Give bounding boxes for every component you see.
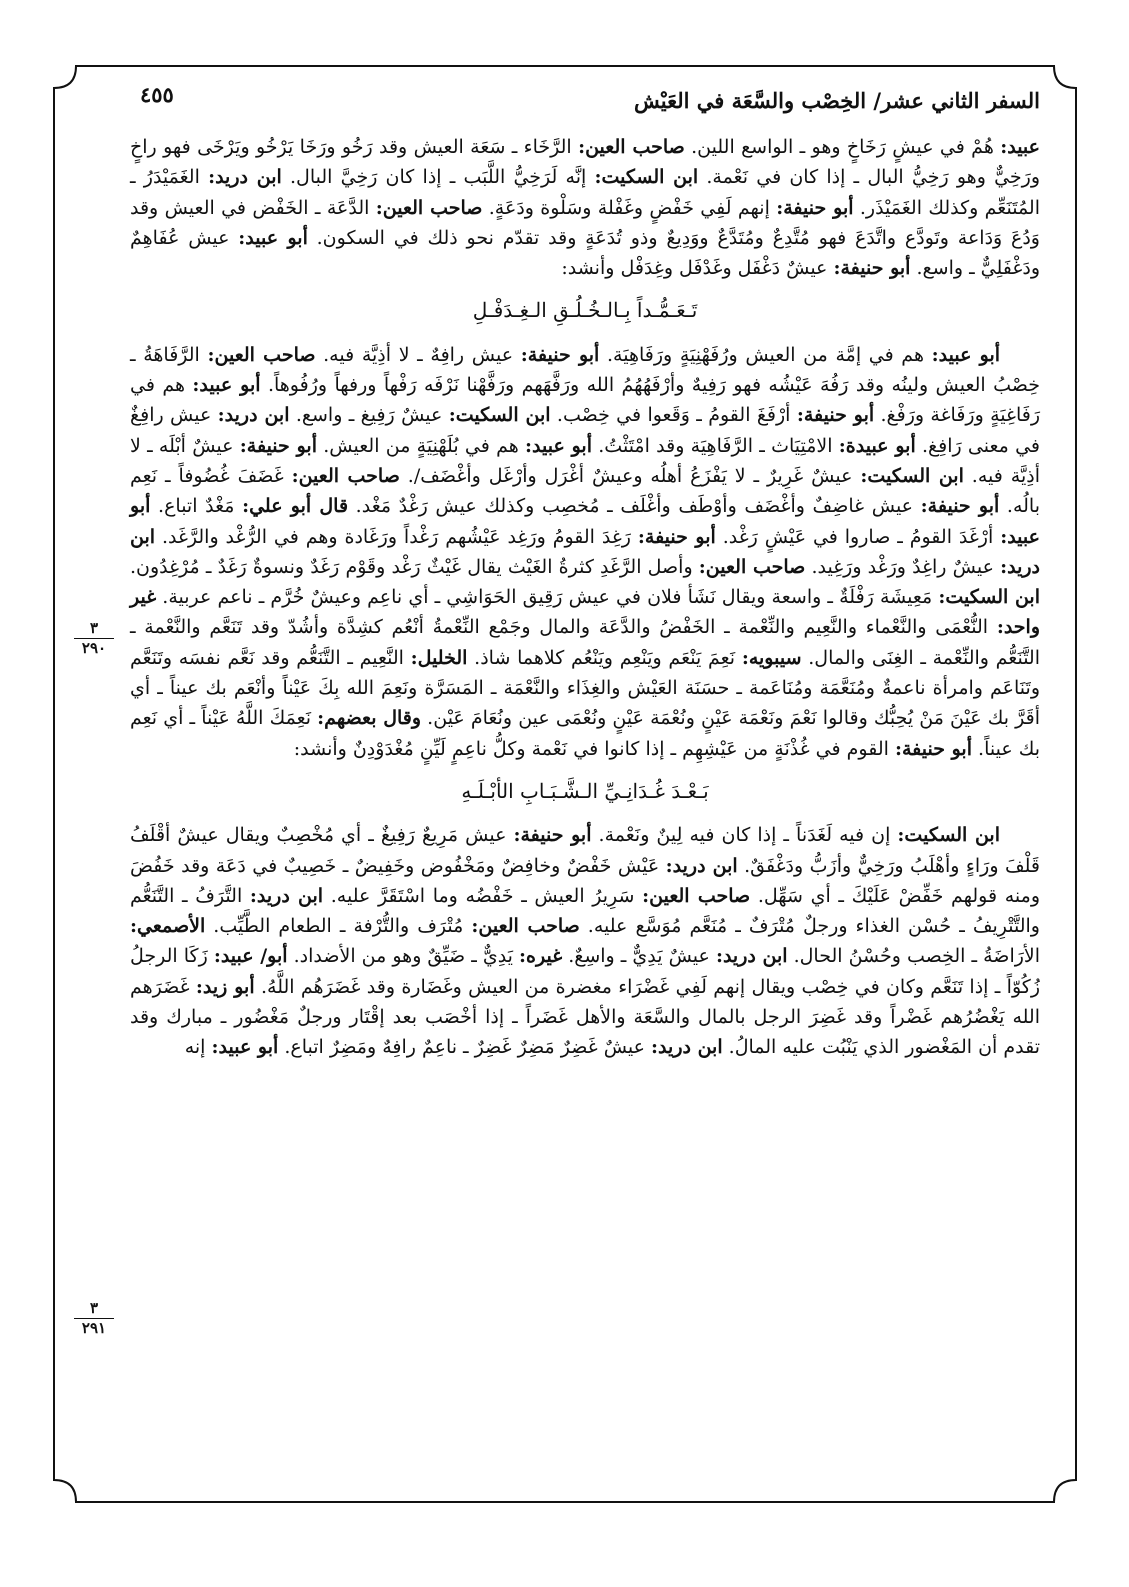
text-paragraph [130, 820, 1040, 1062]
text-run: الرَّخَاء ـ سَعَة العيش وقد رَخُو ورَخَا يَرْخُو ويَرْخَى فهو راخٍ ورَخِيٌّ وهو رَخِيُّ البال ـ إذا كان في نَعْمة. [130, 136, 1040, 189]
text-run: الأرَاضَةُ ـ الخِصب وحُسْنُ الحال. [787, 945, 1041, 968]
source-name: أبو حنيفة: [796, 404, 875, 427]
text-run: غَضَرَهم الله يَغْضُرُهم غَضْراً وقد غَضِرَ الرجل بالمال والسَّعَة والأهل غَضَراً ـ إذا أخْصَب بعد إقْتَار ورجلٌ مَغْضُور ـ مبارك وقد تقدم أن المَغْضور الذي يَنْبُت عليه المالُ. [130, 975, 1040, 1059]
source-name: أبو حنيفة: [776, 196, 854, 219]
text-run: عيشٌ دَغْفَل وغَدْفَل وغِدَفْل وأنشد: [561, 257, 834, 280]
source-name: ابن دريد: [249, 884, 324, 907]
source-name: ابن السكيت: [860, 464, 964, 487]
source-name: أبو حنيفة: [239, 434, 318, 457]
margin-folio-note [74, 620, 114, 657]
text-run: عيشٌ رَفِيغ ـ واسع. [289, 404, 449, 427]
source-name: ابن دريد: [665, 854, 738, 877]
text-run: أرْفَغَ القومُ ـ وَقَعوا في خِصْب. [550, 404, 797, 427]
text-run: نَعِمَ يَنْعَم ويَنْعِم ويَنْعُم كلاهما شاذ. [467, 646, 742, 669]
source-name: عبيد: [1000, 136, 1040, 158]
source-name: صاحب العين: [207, 343, 316, 366]
verse-line: بَـعْـدَ غُـدَانِـيِّ الـشَّـبَـابِ الأبْـلَـهِ [461, 778, 709, 803]
text-run: عيش مَرِيعٌ رَفِيغٌ ـ أي مُخْصِبٌ ويقال عيشٌ أقْلَفُ قَلْفَ ورَاءٍ وأهْلَبُ ورَخِيٌّ وأزَبُّ ودَغْفَقٌ. [130, 824, 1041, 877]
source-name: سيبويه: [741, 646, 802, 669]
source-name: ابن السكيت: [938, 586, 1040, 609]
text-run: إنَّه لَرَخِيُّ اللَّبَب ـ إذا كان رَخِيَّ البال. [281, 166, 595, 189]
source-name: أبو عبيد: [525, 434, 593, 457]
text-run: يَدِيٌّ ـ ضَيِّقٌ وهو من الأضداد. [287, 945, 520, 968]
text-run: إنهم لَفِي خَفْضٍ وغَفْلة وسَلْوة ودَعَةٍ. [482, 196, 777, 219]
page-header [90, 82, 1040, 122]
text-run: سَرِيرُ العيش ـ خَفْضُه وما اسْتَقَرَّ عليه. [323, 884, 643, 907]
text-run: عيش رافِغٌ في معنى رَافِغ. [130, 404, 1041, 457]
text-run: عيشٌ أبْلَه ـ لا أذِيَّة فيه. [130, 434, 1040, 487]
text-run: عيش غاضِفٌ وأغْضَف وأوْطَف وأغْلَف ـ مُخصِب وكذلك عيش رَغْدٌ مَغْد. [348, 495, 921, 518]
text-run: رَغِدَ القومُ ورَغِد عَيْشُهم رَغْداً ورَغَادة وهم في الرُّغْد والرَّغَد. [155, 525, 638, 548]
text-run: إنه [184, 1036, 212, 1059]
source-name: أبو حنيفة: [920, 495, 1000, 518]
source-name: ابن دريد: [130, 525, 1040, 578]
text-run: عيش رافِهٌ ـ لا أذِيَّة فيه. [315, 343, 521, 366]
text-run: عيشٌ يَدِيٌّ ـ واسِعٌ. [562, 945, 716, 968]
text-run: القوم في غُذْنَةٍ من عَيْشِهِم ـ إذا كانوا في نَعْمة وكلُّ ناعِمٍ لَيِّنٍ مُغْدَوْدِنٌ وأنشد: [293, 737, 895, 760]
text-run: أرْغَدَ القومُ ـ صاروا في عَيْشٍ رَغْد. [715, 525, 1001, 548]
source-name: أبو زيد: [195, 975, 255, 998]
text-paragraph [130, 132, 1040, 283]
text-paragraph [130, 340, 1040, 764]
margin-folio-page: ٢٩١ [81, 1319, 107, 1337]
margin-folio-page: ٢٩٠ [81, 639, 107, 657]
text-run: هم في رَفَاغِيَةٍ ورَفَاغة ورَفْغ. [130, 374, 1041, 427]
source-name: صاحب العين: [578, 136, 685, 158]
text-run: مَعِيشَة رَفْلَةٌ ـ واسعة ويقال نَشَأ فلان في عيش رَقِيق الحَوَاشِي ـ أي ناعِم وعيشٌ خُرَّم ـ ناعم عربية. [156, 586, 939, 609]
source-name: صاحب العين: [291, 464, 400, 487]
source-name: صاحب العين: [375, 196, 483, 219]
text-run: مَغْدٌ اتباع. [150, 495, 243, 518]
source-name: ابن السكيت: [594, 166, 699, 189]
source-name: أبو حنيفة: [513, 824, 592, 847]
text-run: التَّرَفُ ـ التَّنَعُّم والتَّتْرِيفُ ـ حُسْن الغذاء ورجلٌ مُتْرَفٌ ـ مُنَعَّم مُوَسَّع عليه. [130, 884, 1040, 938]
main-text [130, 132, 1040, 1063]
margin-folio-volume: ٣ [74, 620, 114, 639]
source-name: صاحب العين: [471, 915, 580, 938]
source-name: ابن دريد: [208, 166, 282, 189]
source-name: أبو/ عبيد: [213, 945, 288, 968]
source-name: ابن دريد: [715, 945, 788, 968]
text-run: الامْتِيَاث ـ الرَّفَاهِيَة وقد امْتَثْتُ. [592, 434, 839, 457]
text-run: هُمْ في عيشٍ رَخَاخٍ وهو ـ الواسع اللين. [684, 136, 1001, 158]
source-name: صاحب العين: [698, 555, 806, 578]
text-run: عيش عُفَاهِمٌ ودَغْفَلِيٌّ ـ واسع. [130, 226, 1040, 280]
source-name: ابن السكيت: [448, 404, 551, 427]
verse-line: تَـعَـمُّـداً بِـالـخُـلُـقِ الـغِـدَفْـلِ [472, 298, 698, 323]
text-run: الغَمَيْدَرُ ـ المُتَنَعِّم وكذلك الغَمَيْذَر. [130, 166, 1040, 219]
source-name: أبو عبيد: [931, 343, 1001, 366]
source-name: غير واحد: [130, 586, 1040, 639]
text-run: إن فيه لَغَدَناً ـ إذا كان فيه لِينٌ ونَعْمة. [591, 824, 898, 847]
source-name: أبو عبيد: [238, 226, 308, 249]
text-run: عيشٌ غَضِرٌ مَضِرٌ غَضِرٌ ـ ناعِمٌ رافِهٌ ومَضِرٌ اتباع. [278, 1036, 652, 1059]
source-name: أبو حنيفة: [833, 257, 911, 280]
text-run: هم في إمَّة من العيش ورُفَهْنِيَةٍ ورَفَاهِيَة. [599, 343, 932, 366]
source-name: قال أبو علي: [242, 495, 349, 518]
source-name: ابن السكيت: [897, 824, 1000, 847]
text-run: الدَّعَة ـ الخَفْض في العيش وقد وَدُعَ وَدَاعة وتَودَّع واتَّدَعَ فهو مُتَّدِعٌ ومُتَدَّعٌ ووَدِيعٌ وذو تُدَعَةٍ وقد تقدّم نحو ذلك في السكون. [130, 196, 1040, 249]
text-run: الرَّفَاهَةُ ـ خِصْبُ العيش ولينُه وقد رَفُهَ عَيْشُه فهو رَفِيهٌ وأرْفَهُهُمُ الله ورَفَّهَهم ورَفَّهْنا نَرْفَه رَفْهاً ورفهاً ورُفُوهاً. [130, 343, 1040, 397]
source-name: الأصمعي: [130, 915, 206, 938]
text-run: النُّعْمَى والنَّعْماء والنَّعِيم والنِّعْمة ـ الخَفْضُ والدَّعَة والمال وجَمْع النِّعْمةُ أنْعُم كشِدَّة وأشُدّ وقد تَنَعَّم والنَّعْمة ـ التَّنَعُّم والنِّعْمة ـ الغِنَى والمال. [130, 616, 1040, 669]
margin-folio-note [74, 1300, 114, 1337]
text-run: غَضَفَ غُضُوفاً ـ نَعِم بالُه. [130, 464, 1041, 518]
source-name: ابن دريد: [651, 1036, 723, 1059]
source-name: أبو حنيفة: [637, 525, 716, 548]
running-title: السفر الثاني عشر/ الخِصْب والسَّعَة في العَيْش [633, 88, 1040, 113]
source-name: أبو عبيدة: [838, 434, 916, 457]
text-run: هم في بُلَهْنِيَةٍ من العيش. [317, 434, 525, 457]
text-run: عيشٌ راغِدٌ ورَغْد ورَغِيد. [805, 555, 1001, 578]
source-name: أبو عبيد: [192, 374, 261, 397]
source-name: أبو حنيفة: [520, 343, 600, 366]
margin-folio-volume: ٣ [74, 1300, 114, 1319]
text-run: نَعِمَكَ اللَّهُ عَيْناً ـ أي نَعِم بك عيناً. [130, 707, 1040, 760]
text-run: عَيْش خَفْضٌ وخافِضٌ ومَخْفُوض وخَفِيضٌ ـ خَصِيبٌ في دَعَة وقد خَفُضَ ومنه قولهم خَفِّضْ عَلَيْكَ ـ أي سَهِّل. [130, 854, 1041, 907]
source-name: غيره: [519, 945, 563, 968]
source-name: وقال بعضهم: [317, 707, 422, 730]
source-name: ابن دريد: [217, 404, 290, 427]
text-run: زَكَا الرجلُ زُكُوّاً ـ إذا تَنَعَّم وكان في خِصْب ويقال إنهم لَفِي غَضْرَاء مغضرة من العيش وغَضَارة وقد غَضَرَهُم اللَّهُ. [130, 945, 1040, 998]
text-run: عيشٌ غَرِيرٌ ـ لا يَفْزَعُ أهلُه وعيشٌ أغْرَل وأرْغَل وأغْضَف/. [399, 464, 861, 487]
source-name: أبو حنيفة: [894, 737, 972, 760]
source-name: صاحب العين: [642, 884, 751, 907]
text-run: النَّعِيم ـ التَّنَعُّم وقد نَعَّم نفسَه وتَنَعَّم وتَنَاعَم وامرأة ناعمةٌ ومُنَعَّمَة ومُنَاعَمة ـ حسَنَة العَيْش والغِذَاء والنَّعْمَة ـ المَسَرَّة ونَعِمَ الله بِكَ عَيْناً وأنْعَم بك عيناً ـ أي أقَرَّ بك عَيْنَ مَنْ يُحِبُّك وقالوا نَعْمَ ونَعْمَة عَيْنٍ ونُعْمَة عَيْنٍ ونُعْمَى عين ونُعَامَ عَيْن. [130, 646, 1040, 730]
text-run: مُتْرَف والتُّرْفة ـ الطعام الطَّيِّب. [205, 915, 472, 938]
page-number: ٤٥٥ [140, 82, 174, 107]
text-run: وأصل الرَّغَدِ كثرةُ الغَيْث يقال غَيْثٌ رَغْد وقَوْم رَغَدٌ ونسوةٌ رَغَدٌ ـ مُرْغِدُون. [130, 555, 699, 578]
source-name: أبو عبيد: [130, 495, 1040, 548]
source-name: الخليل: [410, 646, 468, 669]
source-name: أبو عبيد: [211, 1036, 279, 1059]
